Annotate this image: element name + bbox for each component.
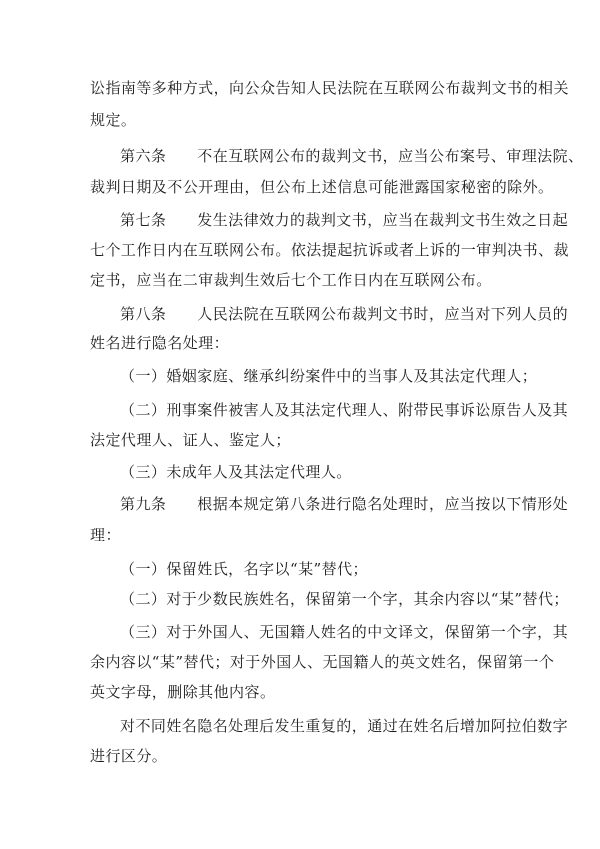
list-item: （一）婚姻家庭、继承纠纷案件中的当事人及其法定代理人；: [120, 367, 538, 385]
article-9-line: 第九条 根据本规定第八条进行隐名处理时，应当按以下情形处: [120, 495, 569, 513]
list-item: （二）刑事案件被害人及其法定代理人、附带民事诉讼原告人及其: [120, 401, 569, 419]
text-line: 余内容以“某”替代；对于外国人、无国籍人的英文姓名，保留第一个: [90, 653, 555, 671]
list-item: （三）对于外国人、无国籍人姓名的中文译文，保留第一个字，其: [120, 623, 569, 641]
text-line: 理：: [90, 526, 121, 544]
text-line: 讼指南等多种方式，向公众告知人民法院在互联网公布裁判文书的相关: [90, 79, 569, 97]
article-6-line: 第六条 不在互联网公布的裁判文书，应当公布案号、审理法院、: [120, 147, 584, 165]
text-line: 法定代理人、证人、鉴定人；: [90, 431, 291, 449]
list-item: （一）保留姓氏，名字以“某”替代；: [120, 560, 368, 578]
text-line: 英文字母，删除其他内容。: [90, 683, 276, 701]
text-line: 姓名进行隐名处理：: [90, 334, 230, 352]
article-7-line: 第七条 发生法律效力的裁判文书，应当在裁判文书生效之日起: [120, 211, 569, 229]
list-item: （三）未成年人及其法定代理人。: [120, 463, 352, 481]
text-line: 规定。: [90, 111, 137, 129]
text-line: 进行区分。: [90, 747, 168, 765]
text-line: 裁判日期及不公开理由，但公布上述信息可能泄露国家秘密的除外。: [90, 178, 554, 196]
list-item: （二）对于少数民族姓名，保留第一个字，其余内容以“某”替代；: [120, 590, 569, 608]
text-line: 定书，应当在二审裁判生效后七个工作日内在互联网公布。: [90, 271, 492, 289]
article-8-line: 第八条 人民法院在互联网公布裁判文书时，应当对下列人员的: [120, 305, 569, 323]
paragraph-line: 对不同姓名隐名处理后发生重复的，通过在姓名后增加阿拉伯数字: [120, 717, 569, 735]
text-line: 七个工作日内在互联网公布。依法提起抗诉或者上诉的一审判决书、裁: [90, 241, 569, 259]
